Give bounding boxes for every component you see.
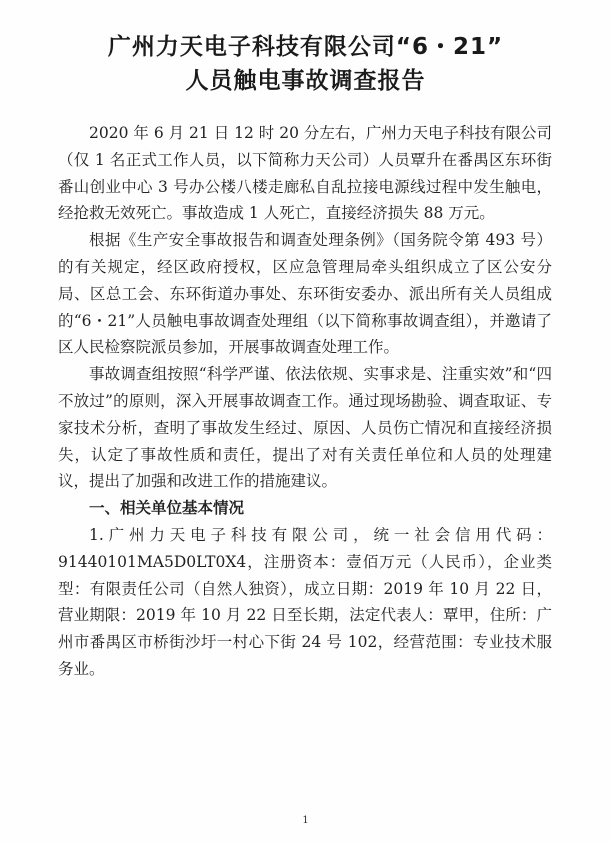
report-body — [58, 120, 552, 683]
principle-paragraph: 事故调查组按照“科学严谨、依法依规、实事求是、注重实效”和“四不放过”的原则，深入开展事故调查工作。通过现场勘验、调查取证、专家技术分析，查明了事故发生经过、原因、人员伤亡情况和直接经济损失，认定了事故性质和责任，提出了对有关责任单位和人员的处理建议，提出了加强和改进工作的措施建议。 — [58, 365, 552, 491]
basis-paragraph: 根据《生产安全事故报告和调查处理条例》（国务院令第 493 号）的有关规定，经区政府授权，区应急管理局牵头组织成立了区公安分局、区总工会、东环街道办事处、东环街安委办、派出所有关人员组成的“6・21”人员触电事故调查处理组（以下简称事故调查组），并邀请了区人民检察院派员参加，开展事故调查处理工作。 — [58, 231, 552, 357]
report-title-line2: 人员触电事故调查报告 — [185, 68, 426, 94]
intro-paragraph: 2020 年 6 月 21 日 12 时 20 分左右，广州力天电子科技有限公司（仅 1 名正式工作人员，以下简称力天公司）人员覃升在番禺区东环街番山创业中心 3 号办公楼八楼走廊私自乱拉接电源线过程中发生触电，经抢救无效死亡。事故造成 1 人死亡，直接经济损失 88 万元。 — [58, 124, 552, 223]
company-info-paragraph: 1.广州力天电子科技有限公司，统一社会信用代码：91440101MA5D0LT0X4，注册资本：壹佰万元（人民币），企业类型：有限责任公司（自然人独资），成立日期：2019 年 10 月 22 日，营业期限：2019 年 10 月 22 日至长期，法定代表人：覃甲，住所：广州市番禺区市桥街沙圩一村心下街 24 号 102，经营范围：专业技术服务业。 — [58, 525, 552, 678]
section-heading: 一、相关单位基本情况 — [89, 499, 245, 518]
page-number: 1 — [302, 815, 309, 826]
report-title-line1: 广州力天电子科技有限公司“6・21” — [107, 34, 504, 60]
